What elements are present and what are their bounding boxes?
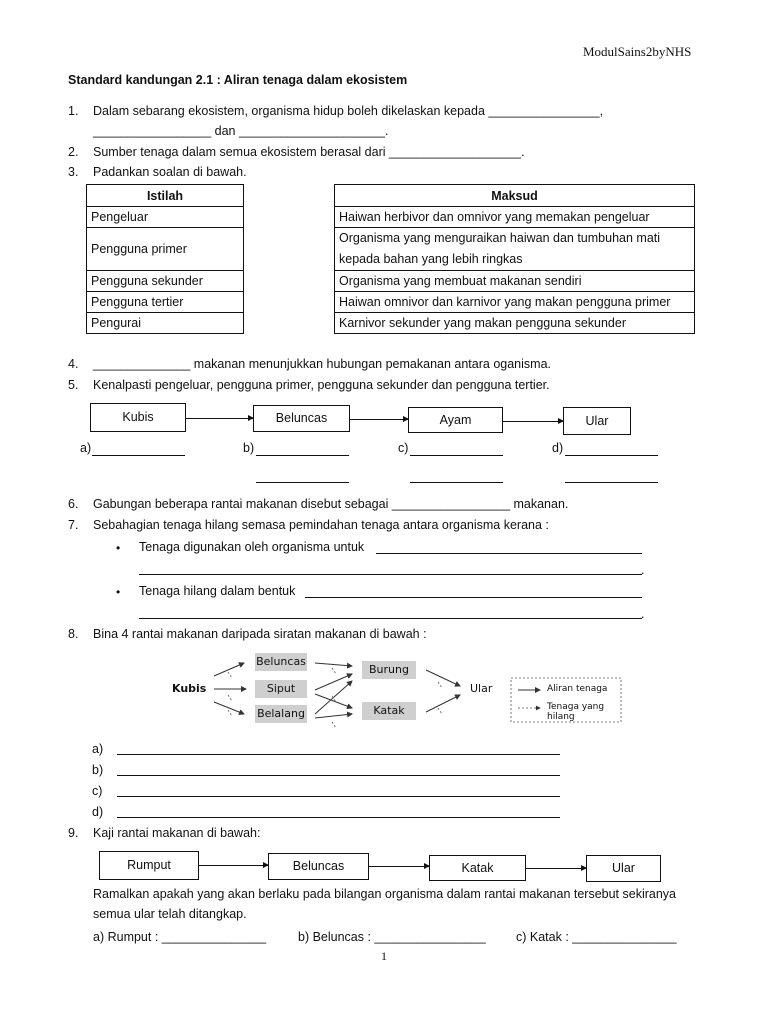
q3-number: 3.: [68, 165, 79, 179]
chain5-ayam-box: Ayam: [408, 407, 503, 433]
chain5-arrow: [350, 419, 408, 420]
food-web-arrows: [170, 648, 622, 742]
bullet-dot: •: [116, 541, 121, 555]
web-primary-box: Siput: [255, 680, 307, 698]
q5-answer-c-line[interactable]: [410, 455, 503, 456]
chain9-arrow: [526, 868, 586, 869]
q9-text: Kaji rantai makanan di bawah:: [93, 826, 261, 840]
page-number: 1: [381, 949, 387, 963]
q7-bullet1-line2[interactable]: [139, 574, 642, 575]
web-secondary-box: Katak: [362, 702, 416, 720]
maksud-row: Organisma yang membuat makanan sendiri: [335, 271, 695, 292]
q8-answer-d-line[interactable]: [117, 817, 560, 818]
q5-answer-c-line2[interactable]: [410, 482, 503, 483]
maksud-row: [335, 228, 695, 271]
q7-bullet2-text: Tenaga hilang dalam bentuk: [139, 584, 296, 598]
q3-text: Padankan soalan di bawah.: [93, 165, 247, 179]
istilah-row: Pengguna primer: [87, 228, 244, 271]
bullet-dot: •: [116, 585, 121, 599]
section-heading: Standard kandungan 2.1 : Aliran tenaga dalam ekosistem: [68, 73, 408, 87]
chain9-arrow: [199, 865, 268, 866]
q8-answer-a-label: a): [92, 742, 104, 756]
q8-answer-b-label: b): [92, 763, 104, 777]
q9-number: 9.: [68, 826, 79, 840]
maksud-row: Haiwan herbivor dan omnivor yang memakan pengeluar: [335, 207, 695, 228]
q7-bullet1-text: Tenaga digunakan oleh organisma untuk: [139, 540, 365, 554]
q5-text: Kenalpasti pengeluar, pengguna primer, pengguna sekunder dan pengguna tertier.: [93, 378, 550, 392]
q1-number: 1.: [68, 104, 79, 118]
chain5-arrow: [503, 421, 563, 422]
q5-answer-d-label: d): [552, 441, 564, 455]
chain5-kubis-box: Kubis: [90, 403, 186, 432]
module-header: ModulSains2byNHS: [583, 44, 692, 59]
q4-number: 4.: [68, 357, 79, 371]
q5-answer-c-label: c): [398, 441, 409, 455]
q8-answer-d-label: d): [92, 805, 104, 819]
maksud-row-line2: kepada bahan yang lebih ringkas: [339, 252, 523, 266]
q2-number: 2.: [68, 145, 79, 159]
web-primary-box: Belalang: [255, 705, 307, 723]
q7-bullet1-line[interactable]: [376, 553, 642, 554]
q7-bullet2-period: .: [641, 607, 645, 621]
chain9-katak-box: Katak: [429, 855, 526, 881]
chain5-arrow: [186, 418, 253, 419]
q1-line2: _________________ dan _____________________.: [93, 124, 389, 138]
istilah-header: Istilah: [87, 185, 244, 207]
web-secondary-box: Burung: [362, 661, 416, 679]
q2-text: Sumber tenaga dalam semua ekosistem berasal dari ___________________.: [93, 145, 525, 159]
q7-text: Sebahagian tenaga hilang semasa pemindahan tenaga antara organisma kerana :: [93, 518, 549, 532]
legend-energy-flow-label: Aliran tenaga: [547, 684, 608, 694]
q8-answer-c-line[interactable]: [117, 796, 560, 797]
q5-answer-d-line[interactable]: [565, 455, 658, 456]
q8-number: 8.: [68, 627, 79, 641]
q5-answer-b-label: b): [243, 441, 255, 455]
q5-answer-d-line2[interactable]: [565, 482, 658, 483]
chain9-rumput-box: Rumput: [99, 851, 199, 880]
food-web-figure: [170, 648, 622, 742]
chain9-ular-box: Ular: [586, 855, 661, 882]
q7-bullet2-line2[interactable]: [139, 618, 642, 619]
q7-bullet1-period: .: [641, 563, 645, 577]
istilah-table: [86, 184, 244, 334]
q5-answer-b-line2[interactable]: [256, 482, 349, 483]
q1-line1: Dalam sebarang ekosistem, organisma hidup boleh dikelaskan kepada ________________,: [93, 104, 604, 118]
q5-answer-a-label: a): [80, 441, 92, 455]
q9-answer-beluncas[interactable]: b) Beluncas : ________________: [298, 930, 486, 944]
q8-answer-a-line[interactable]: [117, 754, 560, 755]
chain9-arrow: [369, 866, 429, 867]
web-top-label: Ular: [470, 682, 493, 695]
q7-number: 7.: [68, 518, 79, 532]
q7-bullet2-line[interactable]: [305, 597, 642, 598]
q9-predict-line1: Ramalkan apakah yang akan berlaku pada bilangan organisma dalam rantai makanan tersebut sekiranya: [93, 887, 677, 901]
q9-answer-katak[interactable]: c) Katak : _______________: [516, 930, 677, 944]
maksud-row: Haiwan omnivor dan karnivor yang makan pengguna primer: [335, 292, 695, 313]
q4-text: ______________ makanan menunjukkan hubungan pemakanan antara oganisma.: [93, 357, 551, 371]
maksud-header: Maksud: [335, 185, 695, 207]
maksud-row-line1: Organisma yang menguraikan haiwan dan tumbuhan mati: [339, 231, 661, 245]
q9-answer-rumput[interactable]: a) Rumput : _______________: [93, 930, 267, 944]
q5-number: 5.: [68, 378, 79, 392]
chain5-beluncas-box: Beluncas: [253, 405, 350, 432]
maksud-row: Karnivor sekunder yang makan pengguna sekunder: [335, 313, 695, 334]
q8-answer-b-line[interactable]: [117, 775, 560, 776]
q5-answer-b-line[interactable]: [256, 455, 349, 456]
q8-text: Bina 4 rantai makanan daripada siratan makanan di bawah :: [93, 627, 427, 641]
q5-answer-a-line[interactable]: [92, 455, 185, 456]
chain9-beluncas-box: Beluncas: [268, 853, 369, 880]
q9-predict-line2: semua ular telah ditangkap.: [93, 907, 247, 921]
q6-number: 6.: [68, 497, 79, 511]
istilah-row: Pengurai: [87, 313, 244, 334]
chain5-ular-box: Ular: [563, 407, 631, 435]
q8-answer-c-label: c): [92, 784, 103, 798]
istilah-row: Pengguna tertier: [87, 292, 244, 313]
web-primary-box: Beluncas: [255, 653, 307, 671]
legend-energy-lost-label: Tenaga yang hilang: [547, 702, 605, 722]
istilah-row: Pengguna sekunder: [87, 271, 244, 292]
q6-text: Gabungan beberapa rantai makanan disebut sebagai _________________ makanan.: [93, 497, 569, 511]
web-producer-label: Kubis: [172, 682, 207, 695]
maksud-table: [334, 184, 695, 334]
istilah-row: Pengeluar: [87, 207, 244, 228]
